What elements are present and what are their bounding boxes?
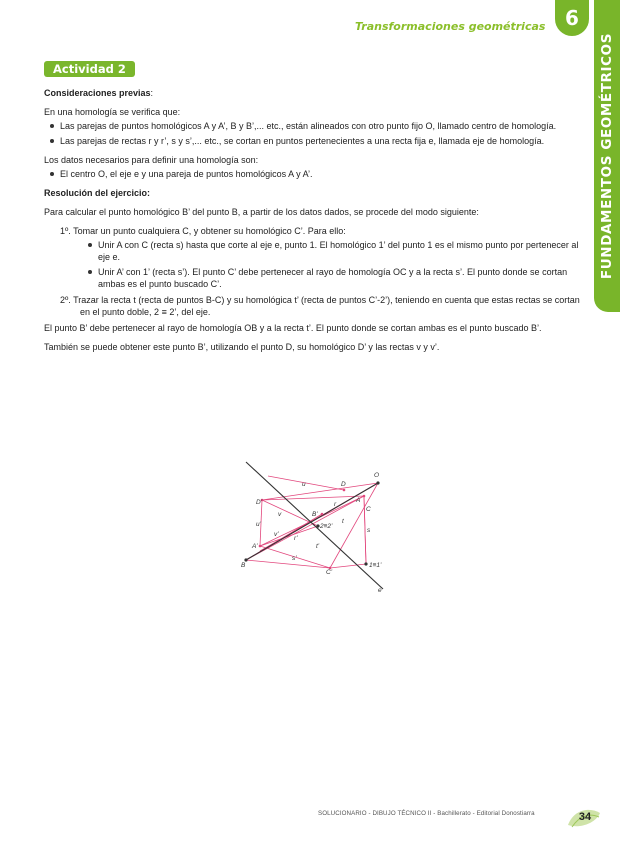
label-s: s xyxy=(367,527,371,534)
label-Cp: C’ xyxy=(326,569,333,576)
label-rp: r’ xyxy=(294,535,298,542)
datos-intro: Los datos necesarios para definir una homología son: xyxy=(44,155,259,165)
label-Ap: A’ xyxy=(252,543,258,550)
label-B: B xyxy=(241,562,246,569)
label-D: D xyxy=(341,481,346,488)
step-1: 1º. Tomar un punto cualquiera C, y obtener su homológico C’. Para ello: xyxy=(60,226,346,236)
label-A: A xyxy=(356,497,361,504)
label-u: u xyxy=(302,481,306,488)
label-Bp: B’ xyxy=(312,511,318,518)
list-item: Unir A con C (recta s) hasta que corte al eje e, punto 1. El homológico 1’ del punto 1 es el mismo punto por pertenecer al eje e. xyxy=(82,239,590,263)
header-title: Transformaciones geométricas xyxy=(355,20,546,33)
chapter-badge: 6 xyxy=(555,0,589,36)
list-item: Las parejas de puntos homológicos A y A’, B y B’,... etc., están alineados con otro punto fijo O, llamado centro de homología. xyxy=(44,120,590,132)
list-item: Unir A’ con 1’ (recta s’). El punto C’ debe pertenecer al rayo de homología OC y a la recta s’. El punto donde se cortan ambas es el punto buscado C’. xyxy=(82,266,590,290)
label-vp: v’ xyxy=(274,531,279,538)
label-t: t xyxy=(342,518,344,525)
list-item: El centro O, el eje e y una pareja de puntos homológicos A y A’. xyxy=(44,168,590,180)
label-e: e xyxy=(378,587,382,594)
label-O: O xyxy=(374,472,380,479)
para-1: El punto B’ debe pertenecer al rayo de homología OB y a la recta t’. El punto donde se cortan ambas es el punto buscado B’. xyxy=(44,323,542,333)
label-v: v xyxy=(278,511,282,518)
label-tp: t’ xyxy=(316,543,320,550)
step-1-list xyxy=(82,239,590,290)
label-one: 1≡1’ xyxy=(369,562,382,569)
para-2: También se puede obtener este punto B’, utilizando el punto D, su homológico D’ y las rectas v y v’. xyxy=(44,342,440,352)
footer-text: SOLUCIONARIO - DIBUJO TÉCNICO II - Bachillerato - Editorial Donostiarra xyxy=(318,810,535,817)
previas-intro: En una homología se verifica que: xyxy=(44,107,181,117)
label-two: 2≡2’ xyxy=(320,523,333,530)
label-r: r xyxy=(334,501,337,508)
label-sp: s’ xyxy=(292,555,297,562)
homology-diagram xyxy=(238,456,398,596)
previas-heading: Consideraciones previas: xyxy=(44,88,154,98)
datos-list xyxy=(44,168,590,180)
side-tab xyxy=(594,0,620,312)
label-up: u’ xyxy=(256,521,262,528)
content xyxy=(44,87,590,353)
page-number: 34 xyxy=(578,811,592,823)
list-item: Las parejas de rectas r y r’, s y s’,... etc., se cortan en puntos pertenecientes a una recta fija e, llamada eje de homología. xyxy=(44,135,590,147)
side-tab-label: FUNDAMENTOS GEOMÉTRICOS xyxy=(599,32,615,280)
label-Dp: D’ xyxy=(256,499,263,506)
previas-list xyxy=(44,120,590,147)
step-2: 2º. Trazar la recta t (recta de puntos B-C) y su homológica t’ (recta de puntos C’-2’), teniendo en cuenta que estas rectas se cortan en el punto doble, 2 ≡ 2’, del eje. xyxy=(60,295,580,317)
resolucion-intro: Para calcular el punto homológico B’ del punto B, a partir de los datos dados, se procede del modo siguiente: xyxy=(44,207,479,217)
activity-badge: Actividad 2 xyxy=(44,61,135,77)
label-C: C xyxy=(366,506,371,513)
resolucion-heading: Resolución del ejercicio: xyxy=(44,188,151,198)
